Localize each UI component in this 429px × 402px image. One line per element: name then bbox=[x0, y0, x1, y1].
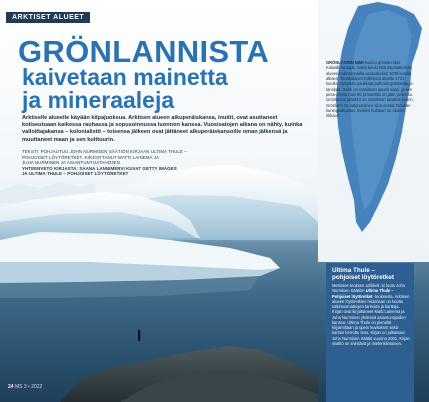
info-box-body bbox=[332, 283, 410, 346]
column-intro: GRÖNLANNIN NIMI bbox=[326, 60, 364, 65]
info-box bbox=[326, 263, 414, 402]
credits-line: YHTEENVETO KIRJASTA: SAANA LANNIMERVI KUVAT GETTY IMAGES bbox=[22, 165, 177, 171]
headline-line-1: GRÖNLANNISTA bbox=[18, 34, 270, 69]
info-box-title bbox=[332, 267, 394, 281]
magazine-issue: MS 3 • 2022 bbox=[14, 384, 43, 390]
info-box-title-line: pohjoiset löytöretket bbox=[332, 274, 394, 282]
credits-line: JA ULTIMA THULE – POHJOISET LÖYTÖRETKET bbox=[22, 171, 129, 177]
credits-line: POHJOISET LÖYTÖRETKET. KIRJOITTANUT MATTI LAINEMA JA bbox=[22, 154, 160, 160]
article-column bbox=[326, 60, 414, 119]
lead-paragraph: Arktiselle alueelle käyään kilpajuoksua. Arktisen alueen aikuperäiskansa, inuitit, ovat asuttaneet kotiseutuaan kaikessa rauhassa ja sopusoinnussa luonnon kanssa. Vuosisatojen aikana on nähty, kuinka valloittajakansa – kolonialistit – toisensa jälkeen ovat jättäneet alkuperäiskansoille oman jälkensä ja muuttaneet maan ja sen kulttuurin. bbox=[22, 115, 303, 143]
credits-line: JUHA NURMINEN JA ASIANTUNTIJATAHOJEN bbox=[22, 160, 120, 166]
greenland-map bbox=[318, 0, 429, 262]
info-box-text: Merimies-teoksen artikkeli on luotu John Nurmisen Säätiön bbox=[332, 283, 406, 294]
book-title: Ultima Thule – Pohjoiset löytöretket bbox=[332, 288, 394, 299]
page-footer bbox=[8, 384, 42, 390]
headline-line-3: ja mineraaleja bbox=[22, 87, 175, 113]
column-text: kuuluu grönlanniksi Kalaallit Nunaat. Saksi kuulu että asumattoman alueen kalliorannoilla asutuskeksit 1000-luvulla alkaen. Tanskalaiset hallitsivat aluetta 1721-luvulla. Nykyään asukkaat puhuvat grönlantia ja tanskaa. Saari on maailman suurin saari, ja sen pinta-alasta noin 80 prosenttia on jään peitossa. Grönlannin jäätikkö on maailman toiseksi suurin. Grönlanti on autonominen alue osana Tanskan kuningaskuntaa. Inuitien kulttuuri on alueen rikkaus. bbox=[326, 60, 414, 119]
credits-line: TEKSTI: POHJAUTUU JOHN NURMISEN SÄÄTIÖN KIRJAAN ULTIMA THULE – bbox=[22, 149, 187, 154]
info-box-text: -teoksesta. Arktisen alueen löytöretkien historiaan on koottu tutkimusmatkojen tarinoita ja karttoja. Kirjan ovat kirjoittaneet Matti Lainema ja Juha Nurminen yhdessä asiantuntijoiden kanssa. Ultima Thule on pieneltä kirjaimiltaan ja upein kuvituksin sekä kartoin kerrottu teos. Kirjan on julkaissut John Nurmisen Säätiö vuonna 2001. Kirjan sisältö on sivistävä ja mielenkiintoinen. bbox=[332, 293, 410, 346]
headline-line-2: kaivetaan mainetta bbox=[22, 64, 228, 90]
page-number: 24 bbox=[8, 384, 14, 390]
info-box-title-line: Ultima Thule – bbox=[332, 267, 376, 274]
credits bbox=[22, 149, 222, 177]
section-tag: ARKTISET ALUEET bbox=[6, 12, 90, 23]
